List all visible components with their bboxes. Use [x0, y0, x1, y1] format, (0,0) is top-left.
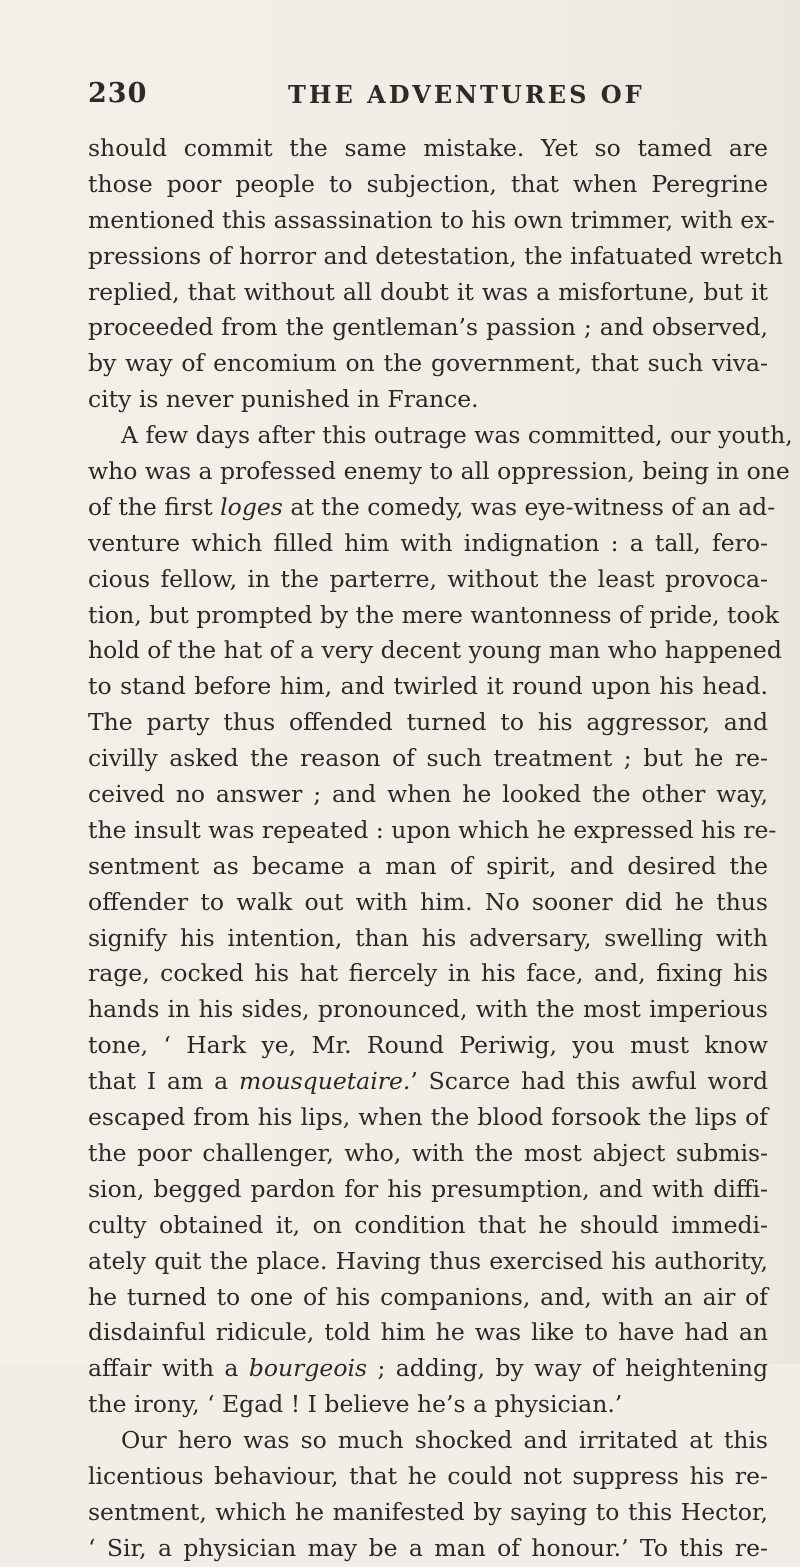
text-line: pressions of horror and detestation, the infatuated wretch — [88, 241, 783, 270]
text-line: ately quit the place. Having thus exercised his authority, — [88, 1246, 768, 1275]
page-number: 230 — [88, 78, 148, 109]
text-line: he turned to one of his companions, and, with an air of — [88, 1282, 768, 1311]
text-line: rage, cocked his hat fiercely in his face, and, fixing his — [88, 959, 768, 988]
text-line: disdainful ridicule, told him he was like to have had an — [88, 1318, 768, 1347]
running-head — [88, 78, 768, 118]
text-line: of the first loges at the comedy, was eye-witness of an ad- — [88, 492, 776, 521]
text-line: tion, but prompted by the mere wantonness of pride, took — [88, 600, 780, 629]
text-line: ceived no answer ; and when he looked the other way, — [88, 780, 768, 809]
text-line: replied, that without all doubt it was a misfortune, but it — [88, 277, 768, 306]
text-line: the poor challenger, who, with the most abject submis- — [88, 1138, 768, 1167]
text-line: tone, ‘ Hark ye, Mr. Round Periwig, you must know — [88, 1031, 768, 1060]
running-title: THE ADVENTURES OF — [288, 80, 645, 109]
text-line: hold of the hat of a very decent young man who happened — [88, 636, 782, 665]
text-line: by way of encomium on the government, that such viva- — [88, 349, 768, 378]
text-line: cious fellow, in the parterre, without the least provoca- — [88, 564, 768, 593]
text-line: city is never punished in France. — [88, 385, 479, 414]
text-line: sion, begged pardon for his presumption, and with diffi- — [88, 1174, 768, 1203]
text-line: escaped from his lips, when the blood forsook the lips of — [88, 1103, 768, 1132]
text-line: to stand before him, and twirled it round upon his head. — [88, 672, 768, 701]
text-line: civilly asked the reason of such treatment ; but he re- — [88, 744, 768, 773]
text-line: affair with a bourgeois ; adding, by way of heightening — [88, 1354, 768, 1383]
text-line: should commit the same mistake. Yet so tamed are — [88, 134, 768, 162]
text-line: hands in his sides, pronounced, with the most imperious — [88, 995, 768, 1024]
text-line: the insult was repeated : upon which he expressed his re- — [88, 815, 777, 844]
text-line: who was a professed enemy to all oppression, being in one — [88, 457, 790, 486]
text-line: Our hero was so much shocked and irritated at this — [121, 1426, 768, 1455]
text-line: offender to walk out with him. No sooner did he thus — [88, 887, 768, 916]
body-text — [88, 131, 793, 1567]
text-line: ‘ Sir, a physician may be a man of honour.’ To this re- — [88, 1533, 768, 1562]
text-line: proceeded from the gentleman’s passion ; and observed, — [88, 313, 768, 342]
text-line: the irony, ‘ Egad ! I believe he’s a physician.’ — [88, 1390, 623, 1419]
text-line: culty obtained it, on condition that he should immedi- — [88, 1210, 768, 1239]
text-line: mentioned this assassination to his own trimmer, with ex- — [88, 205, 775, 234]
text-line: venture which filled him with indignation : a tall, fero- — [88, 528, 768, 557]
text-line: signify his intention, than his adversary, swelling with — [88, 923, 768, 952]
text-line: those poor people to subjection, that when Peregrine — [88, 169, 768, 198]
text-line: licentious behaviour, that he could not suppress his re- — [88, 1461, 768, 1490]
text-line: sentment as became a man of spirit, and desired the — [88, 851, 768, 880]
text-line: sentment, which he manifested by saying to this Hector, — [88, 1497, 768, 1526]
text-line: The party thus offended turned to his aggressor, and — [88, 708, 768, 737]
text-line: A few days after this outrage was committed, our youth, — [121, 421, 793, 450]
text-line: that I am a mousquetaire.’ Scarce had this awful word — [88, 1067, 768, 1096]
